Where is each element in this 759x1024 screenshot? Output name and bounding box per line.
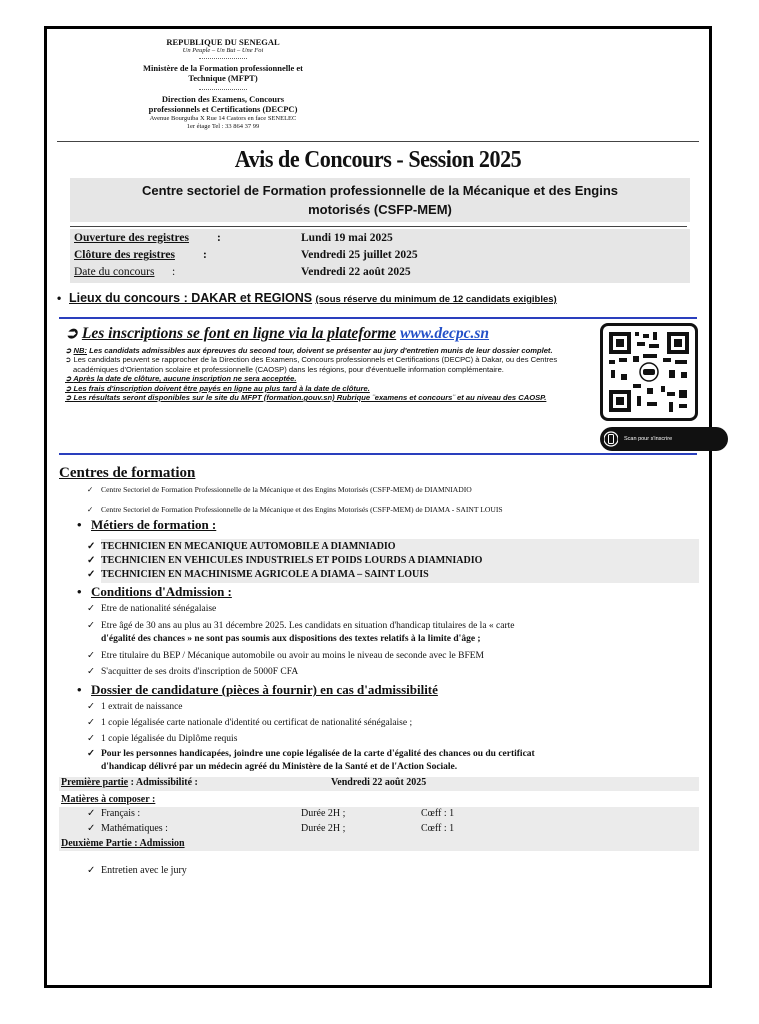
- bullet-dot-icon: •: [77, 682, 82, 697]
- checkmark-icon: ✓: [87, 485, 94, 494]
- centre-title-line-1: Centre sectoriel de Formation professionnelle de la Mécanique et des Engins: [141, 183, 619, 198]
- date-row-exam: [70, 266, 690, 282]
- note-text: Les frais d'inscription doivent être payés en ligne au plus tard à la date de clôture.: [73, 383, 370, 393]
- checkmark-icon: ✓: [87, 702, 95, 712]
- centre-title-box: [70, 178, 690, 222]
- checkmark-icon: ✓: [87, 667, 95, 677]
- list-item: [87, 541, 396, 552]
- note-text: Les candidats admissibles aux épreuves du second tour, doivent se présenter au jury d'entretien munis de leur dossier complet.: [86, 346, 553, 355]
- date-label: Clôture des registres: [74, 249, 175, 261]
- qr-code-icon: [603, 326, 695, 418]
- note-item: ➲ Les frais d'inscription doivent être payés en ligne au plus tard à la date de clôture.: [65, 383, 370, 393]
- date-value: Lundi 19 mai 2025: [301, 232, 393, 244]
- matiere-name: Mathématiques :: [101, 823, 168, 834]
- header-divider: [199, 58, 247, 59]
- arrow-right-icon: ➲: [65, 325, 78, 342]
- ministry-line-2: Technique (MFPT): [188, 73, 258, 83]
- dossier-heading-text: Dossier de candidature (pièces à fournir) en cas d'admissibilité: [91, 682, 438, 697]
- checkmark-icon: ✓: [87, 808, 96, 819]
- checkmark-icon: ✓: [87, 604, 95, 614]
- conditions-heading: [77, 584, 232, 600]
- checkmark-icon: ✓: [87, 749, 95, 759]
- list-item: [87, 603, 216, 614]
- note-text: Après la date de clôture, aucune inscription ne sera acceptée.: [73, 374, 297, 384]
- exam-locations: [57, 291, 697, 305]
- matieres-heading: Matières à composer :: [61, 794, 156, 805]
- dates-box: [70, 229, 690, 283]
- date-label: Ouverture des registres: [74, 232, 189, 244]
- matiere-coeff: Cœff : 1: [421, 823, 455, 834]
- list-item: [87, 555, 482, 566]
- metier-item: TECHNICIEN EN MACHINISME AGRICOLE A DIAMA – SAINT LOUIS: [101, 569, 429, 580]
- notice-page: [44, 26, 712, 988]
- date-row-opening: [70, 232, 690, 248]
- matiere-coeff: Cœff : 1: [421, 808, 455, 819]
- direction-address: [103, 115, 343, 130]
- matiere-name: Français :: [101, 808, 141, 819]
- note-item: ➲ NB: Les candidats admissibles aux épreuves du second tour, doivent se présenter au jury d'entretien munis de leur dossier complet.: [65, 346, 553, 355]
- national-motto: Un Peuple – Un But – Une Foi: [182, 47, 264, 54]
- checkmark-icon: ✓: [87, 734, 95, 744]
- list-item: [87, 569, 429, 580]
- list-item: [87, 748, 535, 759]
- condition-item: Etre âgé de 30 ans au plus au 31 décembre 2025. Les candidats en situation d'handicap titulaires de la « carte: [101, 621, 515, 631]
- bullet-dot-icon: •: [57, 291, 62, 305]
- inscription-notes: [65, 346, 595, 402]
- scan-to-register-pill[interactable]: [600, 427, 728, 451]
- note-item: ➲ Les candidats peuvent se rapprocher de la Direction des Examens, Concours professionnels et Certifications (DECPC) à Dakar, ou des Centres académiques d'Orientation scolaire et professionnelle (CAOSP) dans les régions, pour d'éventuelle information complémentaire.: [65, 355, 558, 374]
- date-separator: :: [217, 232, 221, 244]
- address-line-2: 1er étage Tel : 33 864 37 99: [186, 122, 260, 130]
- note-text: Les résultats seront disponibles sur le site du MFPT (formation.gouv.sn) Rubrique ¨examens et concours¨ et au niveau des CAOSP.: [73, 393, 547, 403]
- inscription-label: Les inscriptions se font en ligne via la plateforme: [81, 325, 397, 342]
- header-divider: [199, 89, 247, 90]
- list-item: [87, 701, 183, 712]
- date-separator: :: [203, 249, 207, 261]
- list-item: [87, 865, 187, 876]
- note-text: Les candidats peuvent se rapprocher de la Direction des Examens, Concours professionnels et Certifications (DECPC) à Dakar, ou des Centres académiques d'Orientation scolaire et professionnelle (CAOSP) dans les régions, pour d'éventuelle information complémentaire.: [73, 355, 558, 374]
- note-item: ➲ Les résultats seront disponibles sur le site du MFPT (formation.gouv.sn) Rubrique ¨examens et concours¨ et au niveau des CAOSP.: [65, 393, 547, 403]
- platform-link[interactable]: www.decpc.sn: [400, 325, 490, 342]
- ministry-line-1: Ministère de la Formation professionnelle et: [143, 63, 303, 73]
- direction-name: [103, 94, 343, 114]
- metier-item: TECHNICIEN EN VEHICULES INDUSTRIELS ET POIDS LOURDS A DIAMNIADIO: [101, 555, 483, 566]
- admission-item: Entretien avec le jury: [101, 865, 187, 876]
- date-separator: :: [172, 266, 176, 278]
- checkmark-icon: ✓: [87, 651, 95, 661]
- condition-item: Etre de nationalité sénégalaise: [101, 604, 217, 614]
- checkmark-icon: ✓: [87, 718, 95, 728]
- list-item: [87, 717, 412, 728]
- dossier-item: 1 copie légalisée du Diplôme requis: [101, 734, 238, 744]
- dossier-item: 1 extrait de naissance: [101, 702, 183, 712]
- bullet-dot-icon: •: [77, 517, 82, 532]
- matiere-row: [87, 823, 168, 834]
- note-item: ➲ Après la date de clôture, aucune inscription ne sera acceptée.: [65, 374, 297, 384]
- address-line-1: Avenue Bourguiba X Rue 14 Castors en face SENELEC: [149, 115, 297, 122]
- matiere-duree: Durée 2H ;: [301, 823, 346, 834]
- qr-code[interactable]: [600, 323, 698, 421]
- condition-item: S'acquitter de ses droits d'inscription de 5000F CFA: [101, 667, 299, 677]
- conditions-heading-text: Conditions d'Admission :: [91, 584, 232, 599]
- premiere-partie-title: Première partie: [61, 777, 129, 788]
- centre-item: Centre Sectoriel de Formation Professionnelle de la Mécanique et des Engins Motorisés (CSFP-MEM) de DIAMNIADIO: [101, 485, 472, 494]
- direction-line-1: Direction des Examens, Concours: [161, 94, 285, 104]
- list-item: [87, 666, 298, 677]
- condition-item: Etre titulaire du BEP / Mécanique automobile ou avoir au moins le niveau de seconde avec le BFEM: [101, 651, 484, 661]
- inscription-title: [65, 324, 489, 343]
- page-title: Avis de Concours - Session 2025: [234, 147, 522, 173]
- centre-item: Centre Sectoriel de Formation Professionnelle de la Mécanique et des Engins Motorisés (CSFP-MEM) de DIAMA - SAINT LOUIS: [101, 505, 503, 514]
- deuxieme-partie-heading: Deuxième Partie : Admission: [61, 838, 185, 849]
- metier-item: TECHNICIEN EN MECANIQUE AUTOMOBILE A DIAMNIADIO: [101, 541, 396, 552]
- phone-scan-icon: [604, 431, 618, 447]
- centres-heading: Centres de formation: [59, 465, 196, 481]
- title-rule: [57, 141, 699, 142]
- checkmark-icon: ✓: [87, 555, 96, 566]
- matiere-duree: Durée 2H ;: [301, 808, 346, 819]
- metiers-heading: [77, 517, 216, 533]
- checkmark-icon: ✓: [87, 569, 96, 580]
- checkmark-icon: ✓: [87, 621, 95, 631]
- date-value: Vendredi 25 juillet 2025: [301, 249, 418, 261]
- ministry-name: [103, 63, 343, 83]
- premiere-partie-rest: : Admissibilité :: [128, 777, 198, 788]
- date-label: Date du concours: [74, 266, 155, 278]
- list-item: [87, 505, 503, 514]
- checkmark-icon: ✓: [87, 823, 96, 834]
- locations-text: Lieux du concours : DAKAR et REGIONS: [69, 291, 313, 305]
- dossier-continuation: d'handicap délivré par un médecin agréé du Ministère de la Santé et de l'Action Sociale.: [101, 762, 458, 772]
- date-value: Vendredi 22 août 2025: [301, 266, 411, 278]
- premiere-partie-label: [61, 777, 198, 788]
- bullet-dot-icon: •: [77, 584, 82, 599]
- list-item: [87, 650, 484, 661]
- checkmark-icon: ✓: [87, 505, 94, 514]
- checkmark-icon: ✓: [87, 541, 96, 552]
- dossier-heading: [77, 682, 438, 698]
- dossier-item: Pour les personnes handicapées, joindre une copie légalisée de la carte d'égalité des chances ou du certificat: [101, 749, 535, 759]
- list-item: [87, 620, 515, 631]
- list-item: [87, 485, 472, 494]
- condition-continuation: d'égalité des chances » ne sont pas soumis aux dispositions des textes relatifs à la limite d'âge ;: [101, 634, 481, 644]
- dates-rule: [70, 226, 687, 227]
- metiers-heading-text: Métiers de formation :: [91, 517, 217, 532]
- scan-label: Scan pour s'inscrire: [624, 436, 673, 442]
- premiere-partie-date: Vendredi 22 août 2025: [331, 777, 427, 788]
- centre-title-line-2: motorisés (CSFP-MEM): [308, 202, 452, 217]
- locations-note: (sous réserve du minimum de 12 candidats exigibles): [315, 294, 557, 305]
- matiere-row: [87, 808, 140, 819]
- date-row-closing: [70, 249, 690, 265]
- direction-line-2: professionnels et Certifications (DECPC): [148, 104, 298, 114]
- dossier-item: 1 copie légalisée carte nationale d'identité ou certificat de nationalité sénégalaise ;: [101, 718, 413, 728]
- checkmark-icon: ✓: [87, 865, 96, 876]
- blue-divider-bottom: [59, 453, 697, 455]
- list-item: [87, 733, 237, 744]
- note-lead: NB:: [73, 346, 87, 355]
- republic-title: REPUBLIQUE DU SENEGAL: [166, 37, 280, 47]
- blue-divider-top: [59, 317, 697, 319]
